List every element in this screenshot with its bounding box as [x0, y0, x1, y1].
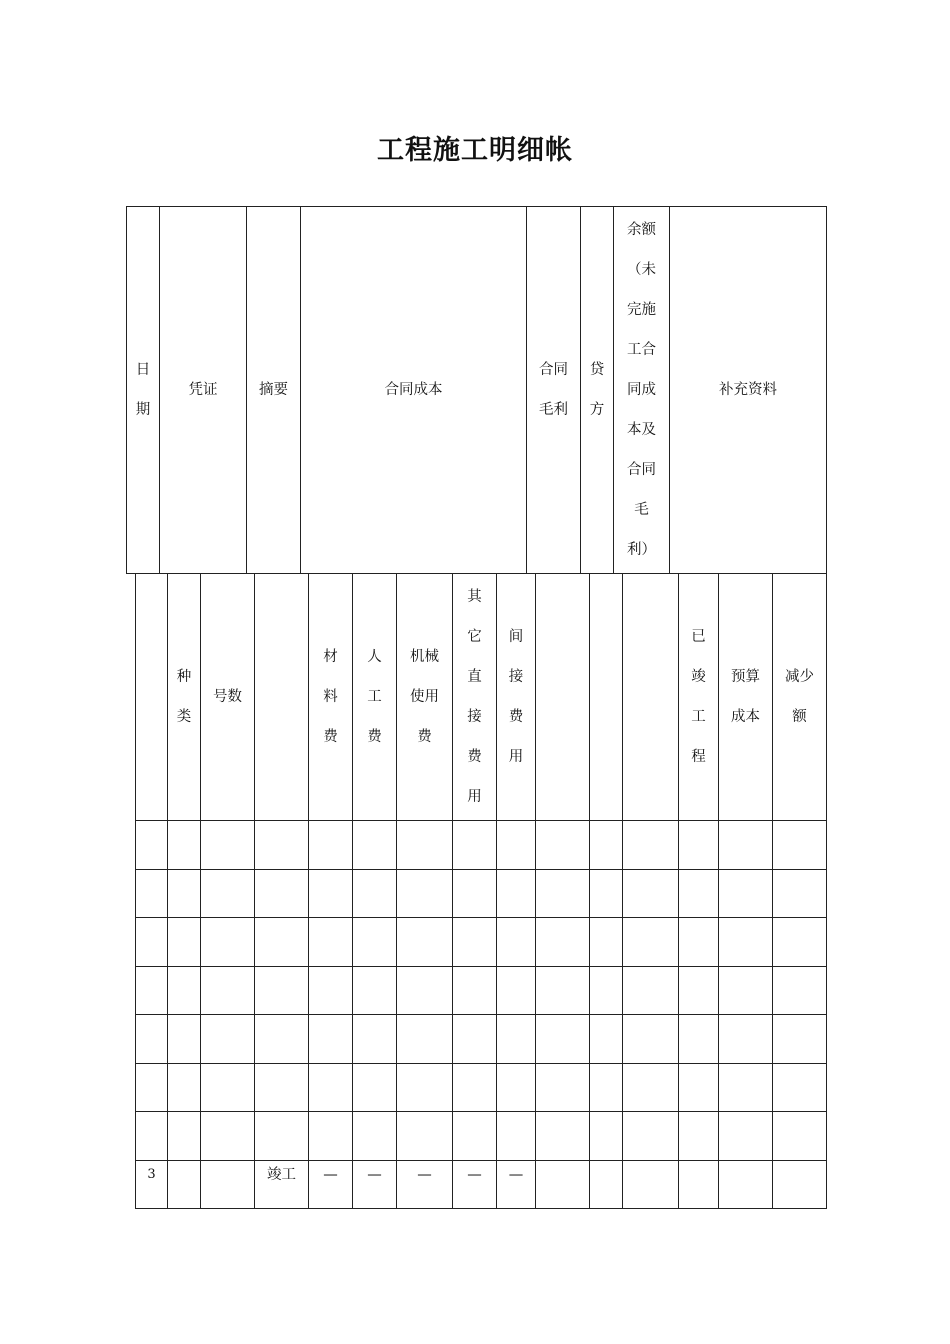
table-cell	[353, 821, 397, 870]
sub-header-row	[136, 574, 827, 821]
table-row	[136, 1063, 827, 1112]
table-row	[136, 869, 827, 918]
table-cell	[590, 821, 623, 870]
table-cell	[497, 966, 536, 1015]
table-cell	[353, 1112, 397, 1161]
sub-header-blank	[136, 574, 168, 821]
table-cell	[453, 1112, 497, 1161]
table-cell	[497, 918, 536, 967]
table-cell	[453, 1063, 497, 1112]
table-cell	[679, 966, 719, 1015]
sub-header-indirect-fee: 间 接 费 用	[497, 574, 536, 821]
table-cell	[773, 1015, 827, 1064]
table-cell	[719, 1112, 773, 1161]
sub-header-other-direct-fee: 其 它 直 接 费 用	[453, 574, 497, 821]
table-cell	[590, 918, 623, 967]
table-cell	[773, 869, 827, 918]
table-cell	[536, 821, 590, 870]
table-cell	[168, 1112, 201, 1161]
cell-contract-gross-profit	[536, 1160, 590, 1209]
table-cell	[201, 966, 255, 1015]
table-cell	[497, 869, 536, 918]
table-cell	[255, 821, 309, 870]
cell-completed-project	[679, 1160, 719, 1209]
table-cell	[136, 1063, 168, 1112]
cell-summary: 竣工	[255, 1160, 309, 1209]
table-cell	[719, 1015, 773, 1064]
table-cell	[719, 1063, 773, 1112]
table-cell	[168, 1015, 201, 1064]
table-cell	[201, 821, 255, 870]
table-cell	[201, 1063, 255, 1112]
table-cell	[497, 1063, 536, 1112]
ledger-detail-table	[135, 573, 827, 1209]
table-cell	[536, 966, 590, 1015]
sub-header-reduction: 减少 额	[773, 574, 827, 821]
table-cell	[255, 966, 309, 1015]
table-cell	[453, 869, 497, 918]
table-row	[136, 1015, 827, 1064]
sub-header-blank	[255, 574, 309, 821]
sub-header-type: 种 类	[168, 574, 201, 821]
table-cell	[309, 966, 353, 1015]
table-cell	[353, 918, 397, 967]
table-cell	[168, 1063, 201, 1112]
table-cell	[719, 821, 773, 870]
ledger-header-table	[126, 206, 827, 574]
table-cell	[397, 1063, 453, 1112]
table-cell	[679, 1112, 719, 1161]
table-cell	[453, 821, 497, 870]
cell-number	[201, 1160, 255, 1209]
table-cell	[773, 1112, 827, 1161]
cell-credit	[590, 1160, 623, 1209]
sub-header-material-fee: 材 料 费	[309, 574, 353, 821]
header-balance: 余额 （未 完施 工合 同成 本及 合同 毛 利）	[614, 207, 670, 574]
table-row	[136, 1160, 827, 1209]
table-cell	[453, 966, 497, 1015]
table-row	[136, 966, 827, 1015]
table-cell	[497, 1112, 536, 1161]
table-cell	[590, 1063, 623, 1112]
table-cell	[623, 1112, 679, 1161]
table-cell	[536, 1015, 590, 1064]
table-cell	[623, 966, 679, 1015]
table-cell	[168, 966, 201, 1015]
table-cell	[136, 966, 168, 1015]
table-cell	[136, 918, 168, 967]
table-cell	[623, 1063, 679, 1112]
sub-header-machinery-fee: 机械 使用 费	[397, 574, 453, 821]
table-cell	[397, 918, 453, 967]
table-cell	[773, 918, 827, 967]
table-cell	[719, 869, 773, 918]
sub-header-labor-fee: 人 工 费	[353, 574, 397, 821]
table-cell	[136, 869, 168, 918]
header-date: 日 期	[127, 207, 160, 574]
header-supplementary: 补充资料	[670, 207, 827, 574]
table-cell	[623, 821, 679, 870]
table-cell	[497, 1015, 536, 1064]
table-cell	[397, 966, 453, 1015]
table-cell	[453, 918, 497, 967]
cell-type	[168, 1160, 201, 1209]
table-cell	[773, 821, 827, 870]
cell-machinery-fee: —	[397, 1160, 453, 1209]
table-cell	[201, 1112, 255, 1161]
table-cell	[255, 869, 309, 918]
cell-budget-cost	[719, 1160, 773, 1209]
table-cell	[719, 918, 773, 967]
table-cell	[590, 1015, 623, 1064]
header-voucher: 凭证	[160, 207, 247, 574]
table-cell	[397, 869, 453, 918]
table-row	[136, 1112, 827, 1161]
cell-indirect-fee: —	[497, 1160, 536, 1209]
page-title: 工程施工明细帐	[377, 135, 573, 166]
table-cell	[168, 821, 201, 870]
cell-labor-fee: —	[353, 1160, 397, 1209]
table-cell	[309, 918, 353, 967]
table-cell	[309, 821, 353, 870]
header-contract-cost: 合同成本	[301, 207, 527, 574]
table-row	[136, 918, 827, 967]
table-cell	[255, 1112, 309, 1161]
table-cell	[353, 869, 397, 918]
table-cell	[255, 1063, 309, 1112]
table-cell	[590, 966, 623, 1015]
table-cell	[497, 821, 536, 870]
table-cell	[679, 1063, 719, 1112]
table-cell	[536, 918, 590, 967]
sub-header-number: 号数	[201, 574, 255, 821]
header-summary: 摘要	[247, 207, 301, 574]
table-row	[136, 821, 827, 870]
table-cell	[353, 1015, 397, 1064]
cell-reduction	[773, 1160, 827, 1209]
cell-material-fee: —	[309, 1160, 353, 1209]
sub-header-blank	[623, 574, 679, 821]
table-cell	[309, 869, 353, 918]
table-cell	[309, 1112, 353, 1161]
table-cell	[679, 821, 719, 870]
blank-rows	[136, 821, 827, 1161]
cell-date: 3	[136, 1160, 168, 1209]
sub-header-completed-project: 已 竣 工 程	[679, 574, 719, 821]
cell-other-direct-fee: —	[453, 1160, 497, 1209]
table-cell	[536, 869, 590, 918]
table-cell	[136, 1015, 168, 1064]
table-cell	[353, 1063, 397, 1112]
table-cell	[623, 1015, 679, 1064]
table-cell	[679, 869, 719, 918]
table-cell	[679, 1015, 719, 1064]
header-contract-gross-profit: 合同 毛利	[527, 207, 581, 574]
cell-balance	[623, 1160, 679, 1209]
table-cell	[536, 1063, 590, 1112]
sub-header-blank	[536, 574, 590, 821]
table-cell	[309, 1015, 353, 1064]
table-cell	[168, 869, 201, 918]
table-cell	[773, 966, 827, 1015]
table-cell	[590, 1112, 623, 1161]
table-cell	[453, 1015, 497, 1064]
table-cell	[255, 918, 309, 967]
table-cell	[590, 869, 623, 918]
table-cell	[201, 918, 255, 967]
table-cell	[309, 1063, 353, 1112]
table-cell	[201, 1015, 255, 1064]
table-cell	[623, 918, 679, 967]
table-cell	[168, 918, 201, 967]
sub-header-blank	[590, 574, 623, 821]
table-cell	[136, 1112, 168, 1161]
table-cell	[773, 1063, 827, 1112]
table-cell	[136, 821, 168, 870]
table-cell	[536, 1112, 590, 1161]
sub-header-budget-cost: 预算 成本	[719, 574, 773, 821]
table-cell	[353, 966, 397, 1015]
header-credit: 贷 方	[581, 207, 614, 574]
table-cell	[255, 1015, 309, 1064]
table-cell	[201, 869, 255, 918]
table-cell	[397, 1112, 453, 1161]
table-cell	[397, 821, 453, 870]
table-cell	[623, 869, 679, 918]
table-cell	[397, 1015, 453, 1064]
table-cell	[719, 966, 773, 1015]
table-cell	[679, 918, 719, 967]
